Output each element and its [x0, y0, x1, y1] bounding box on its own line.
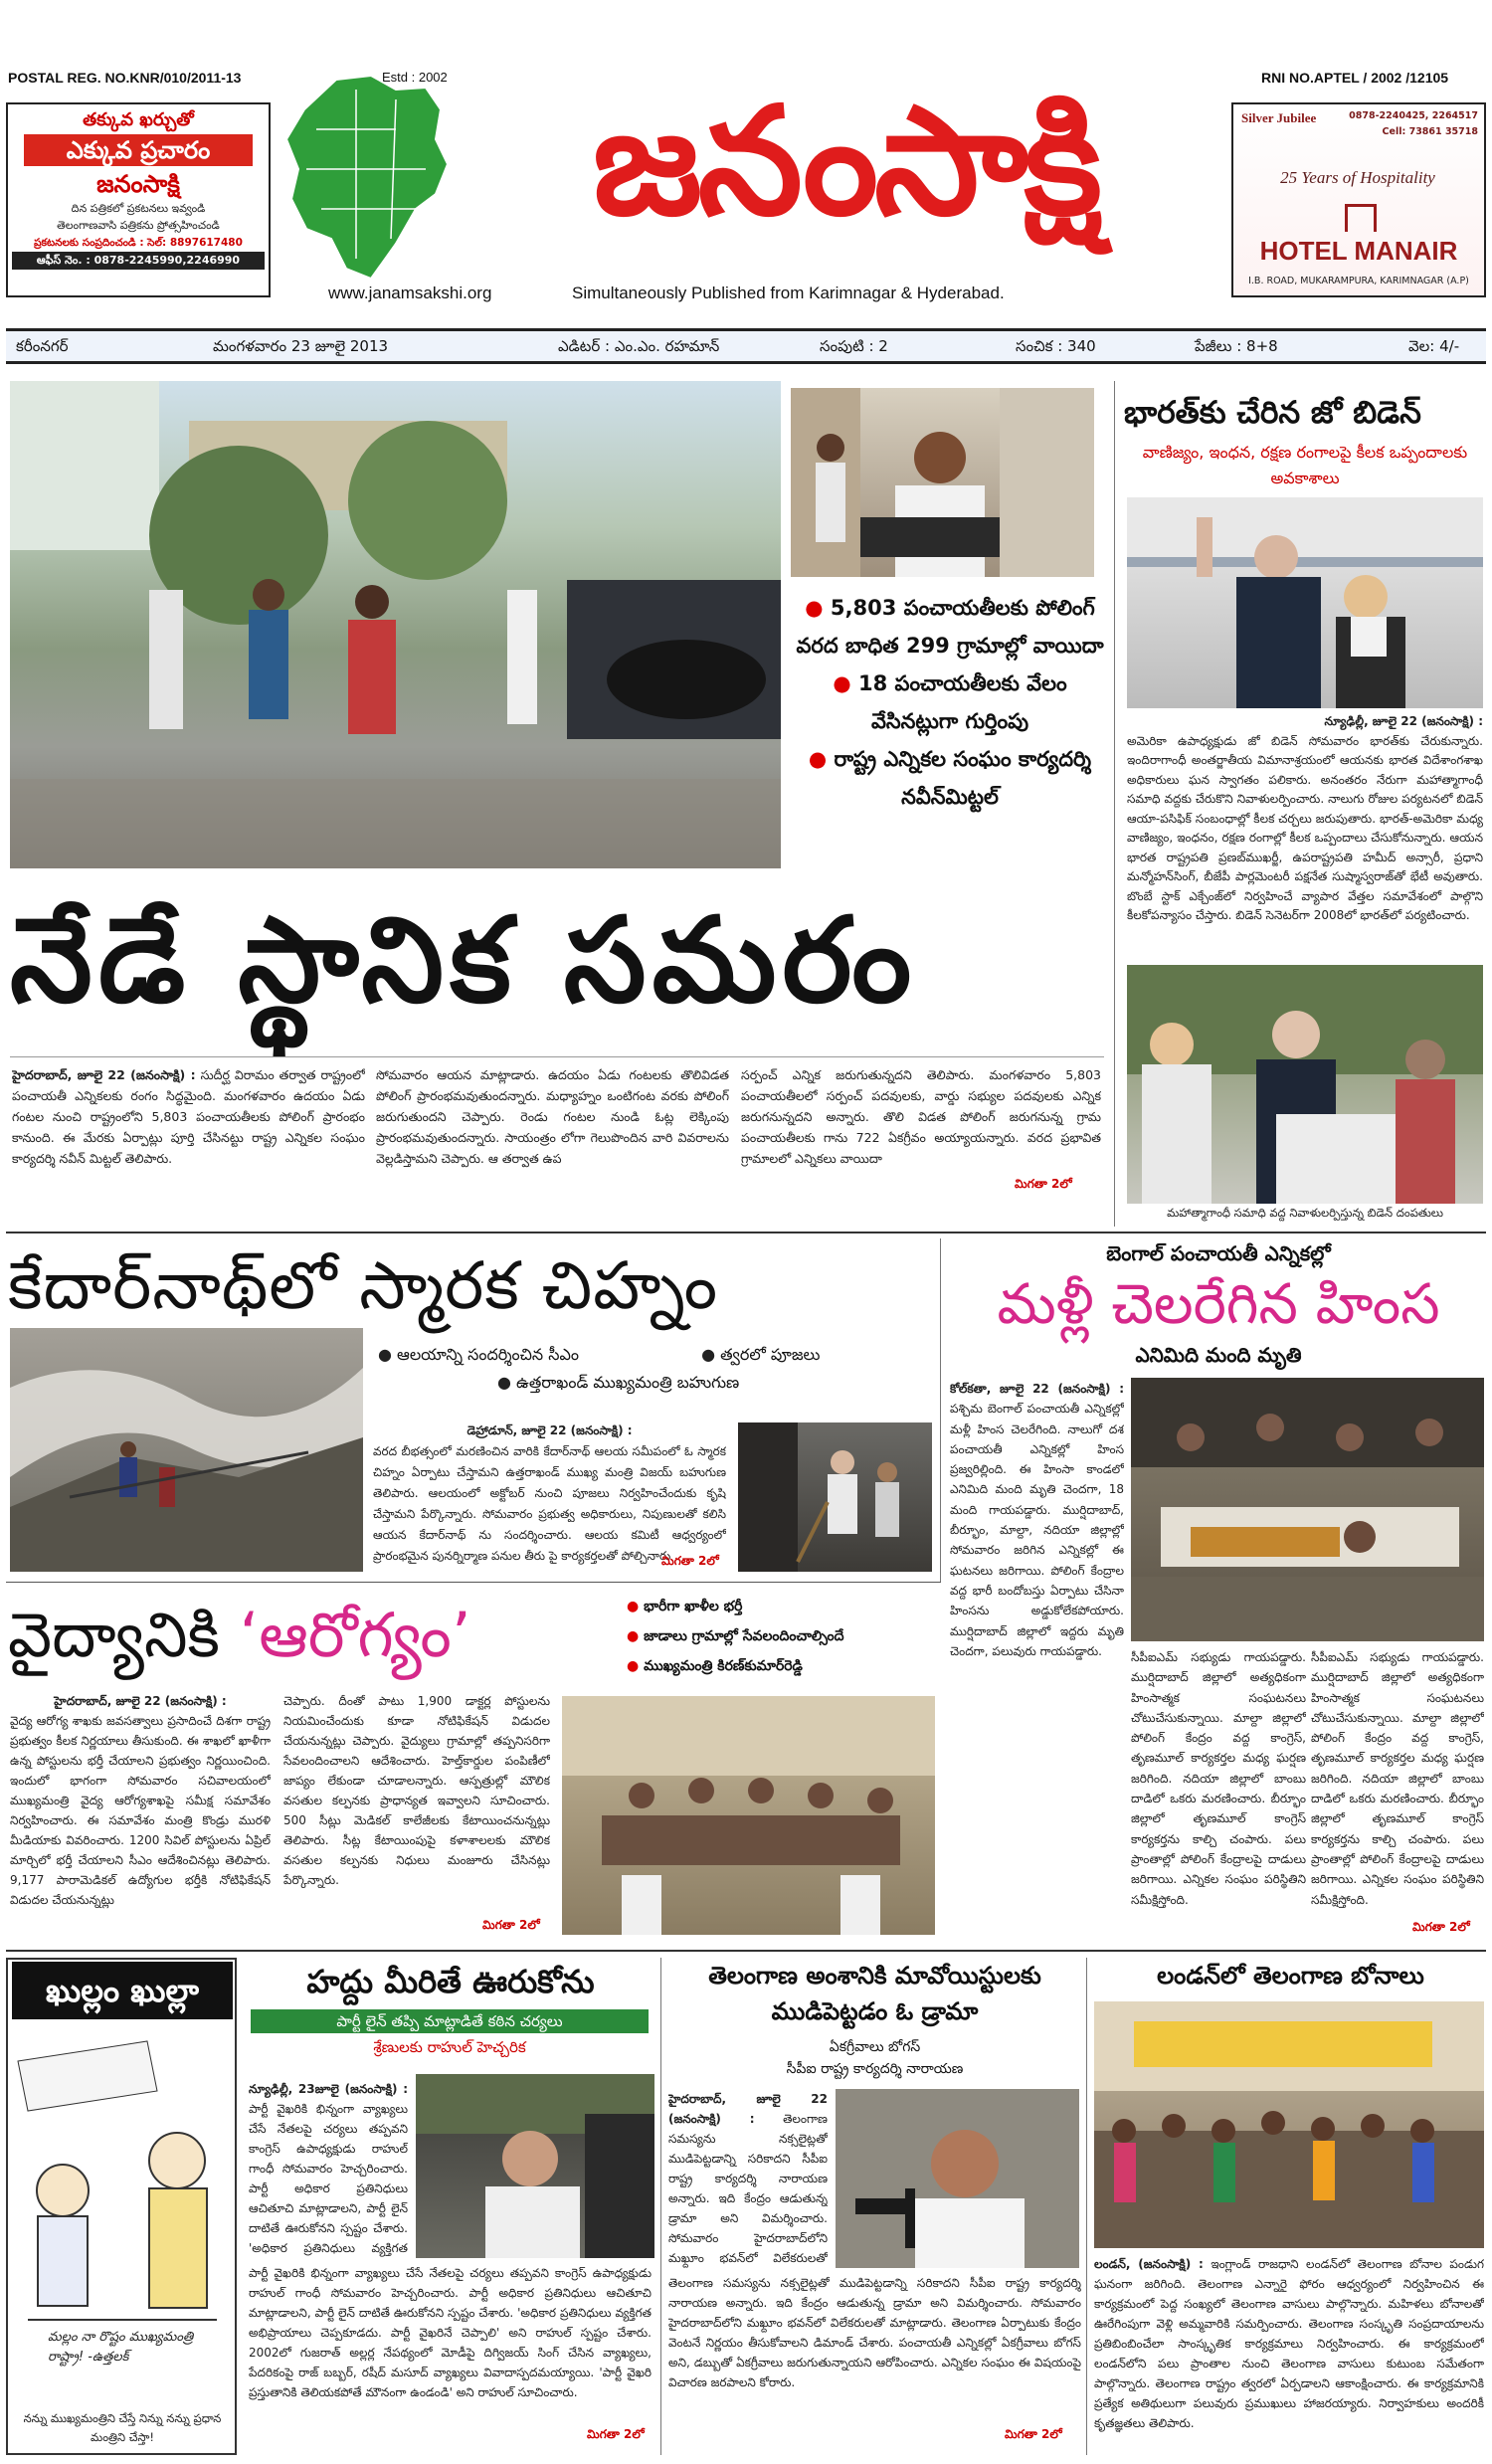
health-headline [8, 1590, 625, 1681]
health-col1-text: వైద్య ఆరోగ్య శాఖకు జవసత్వాలు ప్రసాదించే దిశగా రాష్ట్ర ప్రభుత్వం కీలక నిర్ణయాలు తీసుకుంది. ఈ శాఖలో ఖాళీగా ఉన్న పోస్టులను భర్తీ చేయాలని ప్రభుత్వం నిర్ణయించింది. ఇందులో భాగంగా సోమవారం సచివాలయంలో ముఖ్యమంత్రి వైద్య ఆరోగ్యశాఖపై సమీక్ష సమావేశం నిర్వహించారు. ఈ సమావేశం మంత్రి కొండ్రు మురళి మీడియాకు వివరించారు. 1200 సివిల్ పోస్టులను ఏప్రిల్ మార్చిలో భర్తీ చేయాలని సీఎం ఆదేశించినట్లు తెలిపారు. 9,177 పారామెడికల్ ఉద్యోగుల భర్తీకి నోటిఫికేషన్ విడుదల చేయనున్నట్లు [10, 1714, 271, 1907]
rahul-body-wide [249, 2263, 652, 2452]
kedarnath-bullets [378, 1341, 925, 1397]
kedarnath-cm-photo [738, 1422, 932, 1572]
cartoon-title: ఖుల్లం ఖుల్లా [12, 1962, 233, 2019]
rni-number: RNI NO.APTEL / 2002 /12105 [1261, 70, 1449, 86]
london-dateline: లండన్, (జనంసాక్షి) : [1094, 2257, 1204, 2271]
biden-body-text: అమెరికా ఉపాధ్యక్షుడు జో బిడెన్ సోమవారం భారత్‌కు చేరుకున్నారు. ఇందిరాగాంధీ అంతర్జాతీయ విమానాశ్రయంలో ఆయనకు భారత విదేశాంగశాఖ అధికారులు ఘన స్వాగతం పలికారు. అనంతరం నేరుగా మహాత్మాగాంధీ సమాధి వద్దకు చేరుకొని నివాళులర్పించారు. నాలుగు రోజుల పర్యటనలో బిడెన్ ఆయా-పసిఫిక్ సంబంధాల్లో కీలక చర్చలు జరుపుతారు. భారత్-అమెరికా మధ్య వాణిజ్యం, ఇంధనం, రక్షణ రంగాల్లో కీలక ఒప్పందాలు చేసుకోనున్నారు. ఆయన భారత రాష్ట్రపతి ప్రణబ్‌ముఖర్జీ, ఉపరాష్ట్రపతి హమీద్ అన్సారీ, ప్రధాని మన్మోహన్‌సింగ్, బీజేపీ పార్లమెంటరీ పక్షనేత సుష్మాస్వరాజ్‌తో భేటీ అవుతారు. బొంబే స్టాక్ ఎక్చేంజ్‌లో నిర్వహించే వ్యాపార వేత్తల సమావేశంలో పాల్గొని కీలకోపన్యాసం చేస్తారు. బిడెన్ సెనెటర్‌గా 2008లో భారత్‌లో పర్యటించారు. [1127, 733, 1483, 922]
bengal-col3-text: సీపీఐఎమ్ సభ్యుడు గాయపడ్డారు. ముర్షిదాబాద్ జిల్లాలో అత్యధికంగా హింసాత్మక సంఘటనలు చోటుచేసుకున్నాయి. మాల్దా జిల్లాలో పోలింగ్ కేంద్రం వద్ద కాంగ్రెస్, తృణమూల్ కార్యకర్తల మధ్య ఘర్షణ జరిగింది. నదియా జిల్లాలో బాంబు దాడిలో ఒకరు మరణించారు. బీర్భూం జిల్లాలో తృణమూల్ కాంగ్రెస్ కార్యకర్తను కాల్చి చంపారు. పలు ప్రాంతాల్లో పోలింగ్ కేంద్రాలపై దాడులు జరిగాయి. ఎన్నికల సంఘం పరిస్థితిని సమీక్షిస్తోంది. [1311, 1650, 1484, 1907]
kedarnath-body [373, 1421, 726, 1568]
right-advertisement [1231, 102, 1486, 297]
lead-col3-text: సర్పంచ్ ఎన్నిక జరుగుతున్నదని తెలిపారు. మంగళవారం 5,803 పంచాయతీలలో సర్పంచ్ పదవులకు, వార్డు సభ్యుల పదవులకు ఎన్నిక జరుగనున్నదని అన్నారు. తొలి విడత పోలింగ్ జరుగనున్న గ్రామ పంచాయతీలకు గాను 722 ఏకగ్రీవం అయ్యాయన్నారు. వరద ప్రభావిత గ్రామాలలో ఎన్నికలు వాయిదా [741, 1067, 1101, 1166]
london-body-text: ఇంగ్లాండ్ రాజధాని లండన్‌లో తెలంగాణ బోనాల పండుగ ఘనంగా జరిగింది. తెలంగాణ ఎన్నారై ఫోరం ఆధ్వర్యంలో నిర్వహించిన ఈ కార్యక్రమంలో పెద్ద సంఖ్యలో తెలంగాణ వాసులు పాల్గొన్నారు. మహిళలు బోనాలతో ఊరేగింపుగా వెళ్లి అమ్మవారికి సమర్పించారు. తెలంగాణ సంస్కృతి సంప్రదాయాలను ప్రతిబింబించేలా సాంస్కృతిక కార్యక్రమాలు నిర్వహించారు. ఈ కార్యక్రమంలో లండన్‌లోని పలు ప్రాంతాల నుంచి తెలంగాణ వాసులు కుటుంబ సమేతంగా పాల్గొన్నారు. తెలంగాణ రాష్ట్రం త్వరలో ఏర్పడాలని ఆకాంక్షించారు. ఈ కార్యక్రమానికి ప్రత్యేక అతిథులుగా పలువురు ప్రముఖులు హాజరయ్యారు. నిర్వాహకులు అందరికీ కృతజ్ఞతలు తెలిపారు. [1094, 2257, 1484, 2430]
health-meeting-photo [562, 1696, 935, 1935]
health-bullets [627, 1592, 935, 1681]
health-headline-a: వైద్యానికి [8, 1599, 240, 1671]
kedarnath-dateline: డెహ్రాడూన్, జూలై 22 (జనంసాక్షి) : [466, 1423, 633, 1437]
cartoon-caption: నన్ను ముఖ్యమంత్రిని చేస్తే నిన్ను నన్ను ప్రధాన మంత్రిని చేస్తా! [23, 2411, 222, 2444]
lead-bullets [796, 589, 1104, 816]
biden-gandhi-memorial-photo [1127, 965, 1483, 1204]
rahul-subhead-2: శ్రేణులకు రాహుల్ హెచ్చరిక [373, 2038, 526, 2056]
maoist-continued[interactable]: మిగతా 2లో [1005, 2427, 1062, 2441]
postal-reg: POSTAL REG. NO.KNR/010/2011-13 [8, 70, 242, 86]
cartoon-speech-bubble: మల్లం నా రొష్టం ముఖ్యమంత్రి రాష్ట్రా! -ఉత్తలక్ [48, 2330, 194, 2365]
ad-silver-jubilee: Silver Jubilee [1241, 110, 1317, 125]
lead-column-1 [12, 1064, 365, 1192]
ad-line-5: ప్రకటనలకు సంప్రదించండి : సెల్: 8897617480 [34, 237, 243, 249]
info-bar [6, 328, 1486, 364]
ad-phone-1: 0878-2240425, 2264517 [1349, 110, 1478, 121]
biden-photo-caption: మహాత్మాగాంధీ సమాధి వద్ద నివాళులర్పిస్తున్న బిడెన్ దంపతులు [1167, 1206, 1443, 1220]
kedarnath-bullet: ● ఉత్తరాఖండ్ ముఖ్యమంత్రి బహుగుణ [497, 1373, 739, 1392]
bengal-column-2 [1131, 1647, 1306, 1938]
london-body [1094, 2254, 1484, 2453]
kedarnath-body-text: వరద బీభత్సంలో మరణించిన వారికి కేదార్‌నాథ్ ఆలయ సమీపంలో ఓ స్మారక చిహ్నం ఏర్పాటు చేస్తామని ఉత్తరాఖండ్ ముఖ్య మంత్రి విజయ్ బహుగుణ తెలిపారు. ఆలయంలో అక్టోబర్ నుంచి పూజలు నిర్వహించేందుకు కృషి చేస్తామని పేర్కొన్నారు. సోమవారం ప్రభుత్వ అధికారులు, నిపుణులతో కలిసి ఆయన కేదార్‌నాథ్ ను సందర్శించారు. ఆలయ కమిటీ ఆధ్వర్యంలో ప్రారంభమైన పునర్నిర్మాణ పనుల తీరు పై కార్యకర్తలతో పోల్చినారు [373, 1444, 726, 1563]
bengal-hospital-photo [1131, 1378, 1484, 1641]
bengal-column-3 [1311, 1647, 1484, 1938]
telangana-map-logo [277, 70, 456, 288]
estd: Estd : 2002 [382, 70, 448, 85]
biden-arrival-photo [1127, 497, 1483, 708]
lead-bullet: ● రాష్ట్ర ఎన్నికల సంఘం కార్యదర్శి నవీన్‌మిట్టల్ [796, 740, 1104, 816]
lead-headline: నేడే స్థానిక సమరం [10, 891, 918, 1029]
ad-years: 25 Years of Hospitality [1280, 168, 1435, 187]
lead-col1-text: సుదీర్ఘ విరామం తర్వాత రాష్ట్రంలో పంచాయతీ ఎన్నికలకు రంగం సిద్ధమైంది. మంగళవారం ఉదయం ఏడు గంటల నుంచి రాష్ట్రంలోని 5,803 పంచాయతీలకు పోలింగ్ ప్రారంభం కానుంది. ఈ మేరకు ఏర్పాట్లు పూర్తి చేసినట్టు రాష్ట్ర ఎన్నికల సంఘం కార్యదర్శి నవీన్ మిట్టల్ తెలిపారు. [12, 1067, 365, 1166]
lead-bullet: ● 18 పంచాయతీలకు వేలం వేసినట్లుగా గుర్తింపు [796, 664, 1104, 740]
ad-line-4: తెలంగాణవాసి పత్రికను ప్రోత్సహించండి [57, 219, 220, 232]
health-bullet: ● ముఖ్యమంత్రి కిరణ్‌కుమార్‌రెడ్డి [627, 1651, 935, 1681]
info-editor: ఎడిటర్ : ఎం.ఎం. రహమాన్ [558, 337, 720, 355]
cartoon-box [6, 1958, 237, 2455]
bengal-column-1 [950, 1379, 1124, 1938]
lead-column-3 [741, 1064, 1101, 1192]
ad-brand: జనంసాక్షి [96, 170, 180, 198]
bengal-kicker: బెంగాల్ పంచాయతీ ఎన్నికల్లో [1106, 1241, 1331, 1265]
ad-phone-2: Cell: 73861 35718 [1382, 126, 1478, 137]
ad-line-2: ఎక్కువ ప్రచారం [24, 134, 253, 166]
bengal-col1-text: పశ్చిమ బెంగాల్ పంచాయతీ ఎన్నికల్లో మళ్లీ హింస చెలరేగింది. నాలుగో దశ పంచాయతీ ఎన్నికల్లో హింస ప్రజ్వరిల్లింది. ఈ హింసా కాండలో ఎనిమిది మంది మృతి చెందగా, 18 మంది గాయపడ్డారు. ముర్షిదాబాద్, బీర్భూం, మాల్దా, నదియా జిల్లాల్లో సోమవారం జరిగిన ఎన్నికల్లో ఈ ఘటనలు జరిగాయి. పోలింగ్ కేంద్రాల వద్ద భారీ బందోబస్తు ఏర్పాటు చేసినా హింసను అడ్డుకోలేకపోయారు. ముర్షిదాబాద్ జిల్లాలో ఇద్దరు మృతి చెందగా, పలువురు గాయపడ్డారు. [950, 1402, 1124, 1658]
rahul-subhead-1: పార్టీ లైన్ తప్పి మాట్లాడితే కఠిన చర్యలు [251, 2009, 649, 2033]
health-column-2 [283, 1691, 550, 1940]
maoist-headline: తెలంగాణ అంశానికి మావోయిస్టులకు ముడిపెట్టడం ఓ డ్రామా [708, 1962, 1041, 2025]
rahul-body-wide-text: పార్టీ వైఖరికి భిన్నంగా వ్యాఖ్యలు చేసే నేతలపై చర్యలు తప్పవని కాంగ్రెస్ ఉపాధ్యక్షుడు రాహుల్ గాంధీ సోమవారం హెచ్చరించారు. పార్టీ అధికార ప్రతినిధులు ఆచితూచి మాట్లాడాలని, పార్టీ లైన్ దాటితే ఊరుకోనని స్పష్టం చేశారు. 'అధికార ప్రతినిధులు వ్యక్తిగత అభిప్రాయాలు చెప్పకూడదు. పార్టీ వైఖరినే చెప్పాలి' అని రాహుల్ స్పష్టం చేశారు. 2002లో గుజరాత్ అల్లర్ల నేపథ్యంలో మోడీపై దిగ్విజయ్ సింగ్ చేసిన వ్యాఖ్యలు, పేదరికంపై రాజ్ బబ్బర్, రషీద్ మసూద్ వ్యాఖ్యలు వివాదాస్పదమయ్యాయి. 'పార్టీ వైఖరి ప్రస్తుతానికి తెలియకపోతే మౌనంగా ఉండండి' అని రాహుల్ సూచించారు. [249, 2266, 652, 2399]
info-volume: సంపుటి : 2 [820, 337, 888, 355]
maoist-dateline: హైదరాబాద్, జూలై 22 (జనంసాక్షి) : [668, 2092, 828, 2126]
tagline: Simultaneously Published from Karimnagar & Hyderabad. [572, 284, 1005, 302]
rahul-headline: హద్దు మీరితే ఊరుకోను [306, 1963, 595, 2000]
health-continued[interactable]: మిగతా 2లో [482, 1918, 540, 1932]
kedarnath-rescue-photo [10, 1328, 363, 1572]
health-dateline: హైదరాబాద్, జూలై 22 (జనంసాక్షి) : [54, 1694, 227, 1708]
maoist-body-top [668, 2089, 828, 2268]
biden-headline: భారత్‌కు చేరిన జో బిడెన్ [1124, 395, 1421, 431]
health-bullet: ● జాడాలు గ్రామాల్లో సేవలందించాల్సిందే [627, 1621, 935, 1651]
ad-hotel-name: HOTEL MANAIR [1259, 236, 1458, 266]
maoist-subhead-1: ఏకగ్రీవాలు బోగస్ [829, 2039, 921, 2055]
biden-subhead: వాణిజ్యం, ఇంధన, రక్షణ రంగాలపై కీలక ఒప్పందాలకు అవకాశాలు [1142, 443, 1468, 487]
ad-address: I.B. ROAD, MUKARAMPURA, KARIMNAGAR (A.P) [1248, 276, 1469, 286]
lead-photo-naveen-mittal [791, 388, 1094, 577]
lead-continued[interactable]: మిగతా 2లో [1015, 1177, 1072, 1191]
maoist-body-bottom-text: తెలంగాణ సమస్యను నక్సలైట్లతో ముడిపెట్టడాన్ని సరికాదని సీపీఐ రాష్ట్ర కార్యదర్శి నారాయణ అన్నారు. ఇది కేంద్రం ఆడుతున్న డ్రామా అని విమర్శించారు. సోమవారం హైదరాబాద్‌లోని మఖ్దూం భవన్‌లో విలేకరులతో మాట్లాడారు. తెలంగాణ ఏర్పాటుకు కేంద్రం వెంటనే నిర్ణయం తీసుకోవాలని డిమాండ్ చేశారు. పంచాయతీ ఎన్నికల్లో ఏకగ్రీవాలు బోగస్ అని, డబ్బుతో ఏకగ్రీవాలు జరుగుతున్నాయని ఆరోపించారు. ఎన్నికల సంఘం ఈ విషయంపై విచారణ జరపాలని కోరారు. [668, 2276, 1081, 2389]
kedarnath-continued[interactable]: మిగతా 2లో [661, 1554, 719, 1568]
kedarnath-bullet: ● ఆలయాన్ని సందర్శించిన సీఎం [378, 1341, 696, 1369]
website: www.janamsakshi.org [328, 284, 492, 302]
health-headline-b: ‘ఆరోగ్యం’ [239, 1599, 471, 1671]
maoist-subhead-2: సీపీఐ రాష్ట్ర కార్యదర్శి నారాయణ [786, 2061, 964, 2077]
health-bullet: ● భారీగా ఖాళీల భర్తీ [627, 1592, 935, 1621]
kedarnath-bullet: ● త్వరలో పూజలు [701, 1345, 820, 1364]
info-issue: సంచిక : 340 [1016, 337, 1096, 355]
lead-col2-text: సోమవారం ఆయన మాట్లాడారు. ఉదయం ఏడు గంటలకు తొలివిడత పోలింగ్ ప్రారంభమవుతుందన్నారు. మధ్యాహ్నం ఒంటిగంట వరకు పోలింగ్ జరుగుతుందని చెప్పారు. రెండు గంటల నుండి ఓట్ల లెక్కింపు ప్రారంభమవుతుందన్నారు. సాయంత్రం లోగా గెలుపొందిన వారి వివరాలను వెల్లడిస్తామని చెప్పారు. ఆ తర్వాత ఉప [376, 1067, 729, 1166]
health-col2-text: చెప్పారు. దీంతో పాటు 1,900 డాక్టర్ల పోస్టులను నియమించేందుకు కూడా నోటిఫికేషన్ విడుదల చేయనున్నట్లు చెప్పారు. వైద్యులు గ్రామాల్లో తప్పనిసరిగా సేవలందించాలని ఆదేశించారు. హెల్త్‌కార్డుల పంపిణీలో జాప్యం లేకుండా చూడాలన్నారు. ఆస్పత్రుల్లో మౌలిక వసతుల కల్పనకు ప్రాధాన్యత ఇవ్వాలని సూచించారు. 500 సీట్లు మెడికల్ కాలేజీలకు కేటాయించనున్నట్లు తెలిపారు. సీట్ల కేటాయింపుపై కళాశాలలకు మౌలిక వసతుల కల్పనకు నిధులు మంజూరు చేసినట్లు పేర్కొన్నారు. [283, 1694, 550, 1887]
rahul-continued[interactable]: మిగతా 2లో [587, 2427, 645, 2441]
rahul-gandhi-photo [416, 2074, 654, 2258]
ad-line-6: ఆఫీస్ నెం. : 0878-2245990,2246990 [12, 252, 265, 270]
london-headline: లండన్‌లో తెలంగాణ బోనాలు [1157, 1962, 1424, 1990]
rahul-dateline: న్యూఢిల్లీ, 23జూలై (జనంసాక్షి) : [249, 2082, 408, 2096]
info-city: కరీంనగర్ [16, 337, 69, 355]
info-date: మంగళవారం 23 జూలై 2013 [213, 337, 389, 355]
london-bonalu-photo [1094, 2001, 1484, 2248]
lead-dateline: హైదరాబాద్, జూలై 22 (జనంసాక్షి) : [12, 1067, 196, 1082]
biden-dateline: న్యూఢిల్లీ, జూలై 22 (జనంసాక్షి) : [1324, 714, 1483, 728]
bengal-headline: మళ్లీ చెలరేగిన హింస [997, 1272, 1440, 1337]
health-column-1 [10, 1691, 271, 1940]
lead-column-2 [376, 1064, 729, 1192]
left-advertisement [6, 102, 271, 297]
info-price: వెల: 4/- [1408, 337, 1460, 355]
lead-photo-polling-staff [10, 381, 781, 868]
newspaper-title: జనంసాక్షి [593, 76, 1098, 249]
rahul-body-text: పార్టీ వైఖరికి భిన్నంగా వ్యాఖ్యలు చేసే నేతలపై చర్యలు తప్పవని కాంగ్రెస్ ఉపాధ్యక్షుడు రాహుల్ గాంధీ సోమవారం హెచ్చరించారు. పార్టీ అధికార ప్రతినిధులు ఆచితూచి మాట్లాడాలని, పార్టీ లైన్ దాటితే ఊరుకోనని స్పష్టం చేశారు. 'అధికార ప్రతినిధులు వ్యక్తిగత [249, 2102, 408, 2255]
bengal-col2-text: సీపీఐఎమ్ సభ్యుడు గాయపడ్డారు. ముర్షిదాబాద్ జిల్లాలో అత్యధికంగా హింసాత్మక సంఘటనలు చోటుచేసుకున్నాయి. మాల్దా జిల్లాలో పోలింగ్ కేంద్రం వద్ద కాంగ్రెస్, తృణమూల్ కార్యకర్తల మధ్య ఘర్షణ జరిగింది. నదియా జిల్లాలో బాంబు దాడిలో ఒకరు మరణించారు. బీర్భూం జిల్లాలో తృణమూల్ కాంగ్రెస్ కార్యకర్తను కాల్చి చంపారు. పలు ప్రాంతాల్లో పోలింగ్ కేంద్రాలపై దాడులు జరిగాయి. ఎన్నికల సంఘం పరిస్థితిని సమీక్షిస్తోంది. [1131, 1650, 1306, 1907]
maoist-body-bottom [668, 2273, 1081, 2442]
biden-body [1127, 712, 1483, 947]
lead-bullet: వరద బాధిత 299 గ్రామాల్లో వాయిదా [796, 634, 1104, 658]
hotel-logo-icon [1345, 204, 1377, 232]
ad-line-3: దిన పత్రికలో ప్రకటనలు ఇవ్వండి [71, 202, 206, 215]
bengal-subhead: ఎనిమిది మంది మృతి [1135, 1343, 1302, 1367]
ad-line-1: తక్కువ ఖర్చుతో [83, 109, 194, 130]
rahul-body [249, 2079, 408, 2258]
cartoon-drawing [8, 2021, 235, 2360]
bengal-dateline: కోల్‌కతా, జూలై 22 (జనంసాక్షి) : [950, 1382, 1124, 1396]
bengal-continued[interactable]: మిగతా 2లో [1412, 1920, 1470, 1934]
narayana-photo [836, 2089, 1079, 2268]
maoist-body-text: తెలంగాణ సమస్యను నక్సలైట్లతో ముడిపెట్టడాన్ని సరికాదని సీపీఐ రాష్ట్ర కార్యదర్శి నారాయణ అన్నారు. ఇది కేంద్రం ఆడుతున్న డ్రామా అని విమర్శించారు. సోమవారం హైదరాబాద్‌లోని మఖ్దూం భవన్‌లో విలేకరులతో [668, 2112, 828, 2265]
kedarnath-headline: కేదార్‌నాథ్‌లో స్మారక చిహ్నం [8, 1247, 719, 1324]
info-pages: పేజీలు : 8+8 [1195, 337, 1278, 355]
lead-bullet: ● 5,803 పంచాయతీలకు పోలింగ్ [796, 589, 1104, 627]
